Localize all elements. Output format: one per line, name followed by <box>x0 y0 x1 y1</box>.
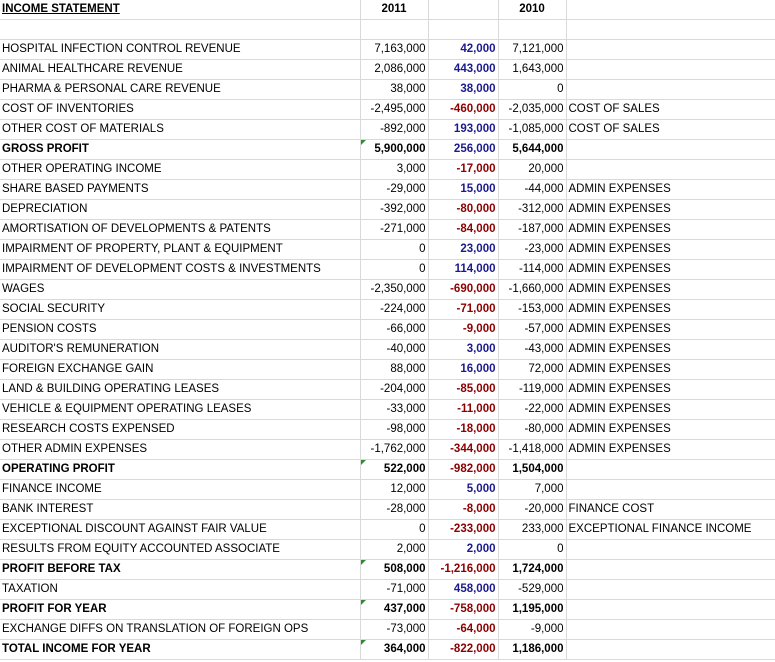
table-row <box>0 100 775 120</box>
value-2010-cell[interactable]: -22,000 <box>498 400 566 420</box>
table-row <box>0 320 775 340</box>
difference-cell[interactable]: 15,000 <box>428 180 498 200</box>
value-2011-cell[interactable]: -66,000 <box>360 320 428 340</box>
difference-cell[interactable]: -982,000 <box>428 460 498 480</box>
value-2010-cell[interactable]: 0 <box>498 80 566 100</box>
value-2011-cell[interactable]: -98,000 <box>360 420 428 440</box>
header-row <box>0 0 775 20</box>
table-row <box>0 460 775 480</box>
value-2011-cell[interactable]: 437,000 <box>360 600 428 620</box>
difference-cell[interactable]: -9,000 <box>428 320 498 340</box>
value-2010-cell[interactable]: -312,000 <box>498 200 566 220</box>
difference-cell[interactable]: -344,000 <box>428 440 498 460</box>
value-2010-cell[interactable]: 1,724,000 <box>498 560 566 580</box>
statement-title-cell[interactable]: INCOME STATEMENT <box>0 0 360 20</box>
year-2010-header[interactable]: 2010 <box>498 0 566 20</box>
table-row <box>0 400 775 420</box>
difference-cell[interactable]: 5,000 <box>428 480 498 500</box>
empty-cell[interactable] <box>498 20 566 40</box>
value-2011-cell[interactable]: 5,900,000 <box>360 140 428 160</box>
value-2010-cell[interactable]: 5,644,000 <box>498 140 566 160</box>
difference-cell[interactable]: 23,000 <box>428 240 498 260</box>
table-row <box>0 120 775 140</box>
line-item-label[interactable]: IMPAIRMENT OF PROPERTY, PLANT & EQUIPMENT <box>0 240 360 260</box>
table-row <box>0 340 775 360</box>
value-2011-cell[interactable]: -33,000 <box>360 400 428 420</box>
category-note-cell[interactable]: ADMIN EXPENSES <box>566 180 775 200</box>
difference-cell[interactable]: -233,000 <box>428 520 498 540</box>
difference-cell[interactable]: 2,000 <box>428 540 498 560</box>
line-item-label[interactable]: AUDITOR'S REMUNERATION <box>0 340 360 360</box>
category-note-cell[interactable]: COST OF SALES <box>566 120 775 140</box>
value-2011-cell[interactable]: -71,000 <box>360 580 428 600</box>
difference-cell[interactable]: -460,000 <box>428 100 498 120</box>
category-note-cell[interactable] <box>566 60 775 80</box>
table-row <box>0 260 775 280</box>
difference-cell[interactable]: -11,000 <box>428 400 498 420</box>
category-note-cell[interactable]: ADMIN EXPENSES <box>566 200 775 220</box>
difference-cell[interactable]: 114,000 <box>428 260 498 280</box>
difference-cell[interactable]: -758,000 <box>428 600 498 620</box>
difference-cell[interactable]: -8,000 <box>428 500 498 520</box>
value-2011-cell[interactable]: -2,495,000 <box>360 100 428 120</box>
table-row <box>0 480 775 500</box>
line-item-label[interactable]: ANIMAL HEALTHCARE REVENUE <box>0 60 360 80</box>
category-note-cell[interactable] <box>566 580 775 600</box>
value-2010-cell[interactable]: -44,000 <box>498 180 566 200</box>
value-2011-cell[interactable]: -29,000 <box>360 180 428 200</box>
value-2010-cell[interactable]: -1,085,000 <box>498 120 566 140</box>
value-2010-cell[interactable]: -187,000 <box>498 220 566 240</box>
value-2010-cell[interactable]: -529,000 <box>498 580 566 600</box>
value-2011-cell[interactable]: 0 <box>360 520 428 540</box>
line-item-label[interactable]: SOCIAL SECURITY <box>0 300 360 320</box>
category-note-cell[interactable]: ADMIN EXPENSES <box>566 240 775 260</box>
category-note-cell[interactable]: ADMIN EXPENSES <box>566 440 775 460</box>
line-item-label[interactable]: VEHICLE & EQUIPMENT OPERATING LEASES <box>0 400 360 420</box>
empty-cell[interactable] <box>360 20 428 40</box>
empty-cell[interactable] <box>428 20 498 40</box>
value-2010-cell[interactable]: -80,000 <box>498 420 566 440</box>
empty-header-cell[interactable] <box>428 0 498 20</box>
value-2010-cell[interactable]: -2,035,000 <box>498 100 566 120</box>
difference-cell[interactable]: 42,000 <box>428 40 498 60</box>
category-note-cell[interactable]: FINANCE COST <box>566 500 775 520</box>
value-2011-cell[interactable]: -204,000 <box>360 380 428 400</box>
blank-row <box>0 20 775 40</box>
line-item-label[interactable]: BANK INTEREST <box>0 500 360 520</box>
line-item-label[interactable]: OTHER ADMIN EXPENSES <box>0 440 360 460</box>
table-row <box>0 580 775 600</box>
value-2010-cell[interactable]: 0 <box>498 540 566 560</box>
category-note-cell[interactable]: ADMIN EXPENSES <box>566 260 775 280</box>
category-note-cell[interactable]: ADMIN EXPENSES <box>566 280 775 300</box>
table-row <box>0 180 775 200</box>
value-2010-cell[interactable]: 1,186,000 <box>498 640 566 660</box>
table-row <box>0 440 775 460</box>
line-item-label[interactable]: PROFIT BEFORE TAX <box>0 560 360 580</box>
line-item-label[interactable]: OTHER COST OF MATERIALS <box>0 120 360 140</box>
value-2011-cell[interactable]: 7,163,000 <box>360 40 428 60</box>
value-2011-cell[interactable]: -40,000 <box>360 340 428 360</box>
table-row <box>0 500 775 520</box>
value-2011-cell[interactable]: 522,000 <box>360 460 428 480</box>
value-2011-cell[interactable]: -73,000 <box>360 620 428 640</box>
value-2011-cell[interactable]: 2,000 <box>360 540 428 560</box>
category-note-cell[interactable] <box>566 80 775 100</box>
difference-cell[interactable]: -17,000 <box>428 160 498 180</box>
category-note-cell[interactable]: ADMIN EXPENSES <box>566 220 775 240</box>
category-note-cell[interactable]: ADMIN EXPENSES <box>566 360 775 380</box>
line-item-label[interactable]: TAXATION <box>0 580 360 600</box>
line-item-label[interactable]: FOREIGN EXCHANGE GAIN <box>0 360 360 380</box>
difference-cell[interactable]: 16,000 <box>428 360 498 380</box>
value-2010-cell[interactable]: -57,000 <box>498 320 566 340</box>
difference-cell[interactable]: -64,000 <box>428 620 498 640</box>
table-row <box>0 600 775 620</box>
difference-cell[interactable]: -84,000 <box>428 220 498 240</box>
difference-cell[interactable]: 443,000 <box>428 60 498 80</box>
table-row <box>0 380 775 400</box>
value-2010-cell[interactable]: -114,000 <box>498 260 566 280</box>
value-2011-cell[interactable]: 0 <box>360 240 428 260</box>
table-row <box>0 640 775 660</box>
value-2011-cell[interactable]: 364,000 <box>360 640 428 660</box>
value-2011-cell[interactable]: -892,000 <box>360 120 428 140</box>
empty-cell[interactable] <box>566 20 775 40</box>
category-note-cell[interactable] <box>566 600 775 620</box>
category-note-cell[interactable] <box>566 140 775 160</box>
category-note-cell[interactable]: EXCEPTIONAL FINANCE INCOME <box>566 520 775 540</box>
line-item-label[interactable]: HOSPITAL INFECTION CONTROL REVENUE <box>0 40 360 60</box>
line-item-label[interactable]: DEPRECIATION <box>0 200 360 220</box>
value-2010-cell[interactable]: 20,000 <box>498 160 566 180</box>
value-2010-cell[interactable]: -23,000 <box>498 240 566 260</box>
value-2010-cell[interactable]: -1,660,000 <box>498 280 566 300</box>
value-2010-cell[interactable]: 7,000 <box>498 480 566 500</box>
empty-cell[interactable] <box>0 20 360 40</box>
table-row <box>0 560 775 580</box>
value-2011-cell[interactable]: -271,000 <box>360 220 428 240</box>
value-2010-cell[interactable]: 1,504,000 <box>498 460 566 480</box>
line-item-label[interactable]: RESULTS FROM EQUITY ACCOUNTED ASSOCIATE <box>0 540 360 560</box>
category-note-cell[interactable]: COST OF SALES <box>566 100 775 120</box>
table-row <box>0 620 775 640</box>
line-item-label[interactable]: OPERATING PROFIT <box>0 460 360 480</box>
category-note-cell[interactable]: ADMIN EXPENSES <box>566 300 775 320</box>
table-row <box>0 360 775 380</box>
category-note-cell[interactable] <box>566 640 775 660</box>
category-note-cell[interactable]: ADMIN EXPENSES <box>566 340 775 360</box>
line-item-label[interactable]: WAGES <box>0 280 360 300</box>
value-2011-cell[interactable]: 3,000 <box>360 160 428 180</box>
line-item-label[interactable]: SHARE BASED PAYMENTS <box>0 180 360 200</box>
value-2011-cell[interactable]: -392,000 <box>360 200 428 220</box>
difference-cell[interactable]: -71,000 <box>428 300 498 320</box>
table-row <box>0 520 775 540</box>
value-2010-cell[interactable]: 1,643,000 <box>498 60 566 80</box>
difference-cell[interactable]: 38,000 <box>428 80 498 100</box>
line-item-label[interactable]: EXCEPTIONAL DISCOUNT AGAINST FAIR VALUE <box>0 520 360 540</box>
value-2010-cell[interactable]: -43,000 <box>498 340 566 360</box>
category-note-cell[interactable]: ADMIN EXPENSES <box>566 380 775 400</box>
year-2011-header[interactable]: 2011 <box>360 0 428 20</box>
line-item-label[interactable]: AMORTISATION OF DEVELOPMENTS & PATENTS <box>0 220 360 240</box>
table-row <box>0 540 775 560</box>
line-item-label[interactable]: COST OF INVENTORIES <box>0 100 360 120</box>
table-row <box>0 40 775 60</box>
value-2011-cell[interactable]: 508,000 <box>360 560 428 580</box>
line-item-label[interactable]: EXCHANGE DIFFS ON TRANSLATION OF FOREIGN OPS <box>0 620 360 640</box>
category-note-cell[interactable]: ADMIN EXPENSES <box>566 320 775 340</box>
difference-cell[interactable]: -690,000 <box>428 280 498 300</box>
value-2010-cell[interactable]: -1,418,000 <box>498 440 566 460</box>
value-2010-cell[interactable]: -153,000 <box>498 300 566 320</box>
value-2011-cell[interactable]: 38,000 <box>360 80 428 100</box>
difference-cell[interactable]: 3,000 <box>428 340 498 360</box>
line-item-label[interactable]: PENSION COSTS <box>0 320 360 340</box>
line-item-label[interactable]: IMPAIRMENT OF DEVELOPMENT COSTS & INVESTMENTS <box>0 260 360 280</box>
difference-cell[interactable]: -80,000 <box>428 200 498 220</box>
value-2010-cell[interactable]: -119,000 <box>498 380 566 400</box>
line-item-label[interactable]: TOTAL INCOME FOR YEAR <box>0 640 360 660</box>
difference-cell[interactable]: -85,000 <box>428 380 498 400</box>
line-item-label[interactable]: OTHER OPERATING INCOME <box>0 160 360 180</box>
value-2011-cell[interactable]: 0 <box>360 260 428 280</box>
category-note-cell[interactable] <box>566 160 775 180</box>
value-2010-cell[interactable]: -20,000 <box>498 500 566 520</box>
line-item-label[interactable]: PHARMA & PERSONAL CARE REVENUE <box>0 80 360 100</box>
line-item-label[interactable]: GROSS PROFIT <box>0 140 360 160</box>
table-row <box>0 300 775 320</box>
category-note-cell[interactable] <box>566 460 775 480</box>
category-note-cell[interactable]: ADMIN EXPENSES <box>566 420 775 440</box>
category-note-cell[interactable] <box>566 560 775 580</box>
category-note-cell[interactable] <box>566 540 775 560</box>
category-note-cell[interactable] <box>566 620 775 640</box>
value-2011-cell[interactable]: 88,000 <box>360 360 428 380</box>
table-row <box>0 80 775 100</box>
line-item-label[interactable]: FINANCE INCOME <box>0 480 360 500</box>
value-2010-cell[interactable]: 72,000 <box>498 360 566 380</box>
category-note-cell[interactable] <box>566 40 775 60</box>
value-2011-cell[interactable]: -28,000 <box>360 500 428 520</box>
table-row <box>0 160 775 180</box>
table-row <box>0 220 775 240</box>
empty-header-cell[interactable] <box>566 0 775 20</box>
value-2010-cell[interactable]: 1,195,000 <box>498 600 566 620</box>
value-2011-cell[interactable]: -224,000 <box>360 300 428 320</box>
difference-cell[interactable]: 458,000 <box>428 580 498 600</box>
table-row <box>0 280 775 300</box>
value-2010-cell[interactable]: -9,000 <box>498 620 566 640</box>
line-item-label[interactable]: LAND & BUILDING OPERATING LEASES <box>0 380 360 400</box>
line-item-label[interactable]: RESEARCH COSTS EXPENSED <box>0 420 360 440</box>
value-2010-cell[interactable]: 233,000 <box>498 520 566 540</box>
value-2011-cell[interactable]: 12,000 <box>360 480 428 500</box>
difference-cell[interactable]: -1,216,000 <box>428 560 498 580</box>
table-row <box>0 420 775 440</box>
table-row <box>0 200 775 220</box>
table-row <box>0 60 775 80</box>
value-2011-cell[interactable]: -2,350,000 <box>360 280 428 300</box>
table-row <box>0 240 775 260</box>
difference-cell[interactable]: -18,000 <box>428 420 498 440</box>
difference-cell[interactable]: 193,000 <box>428 120 498 140</box>
category-note-cell[interactable]: ADMIN EXPENSES <box>566 400 775 420</box>
value-2011-cell[interactable]: 2,086,000 <box>360 60 428 80</box>
table-row <box>0 140 775 160</box>
value-2011-cell[interactable]: -1,762,000 <box>360 440 428 460</box>
line-item-label[interactable]: PROFIT FOR YEAR <box>0 600 360 620</box>
difference-cell[interactable]: -822,000 <box>428 640 498 660</box>
category-note-cell[interactable] <box>566 480 775 500</box>
difference-cell[interactable]: 256,000 <box>428 140 498 160</box>
value-2010-cell[interactable]: 7,121,000 <box>498 40 566 60</box>
